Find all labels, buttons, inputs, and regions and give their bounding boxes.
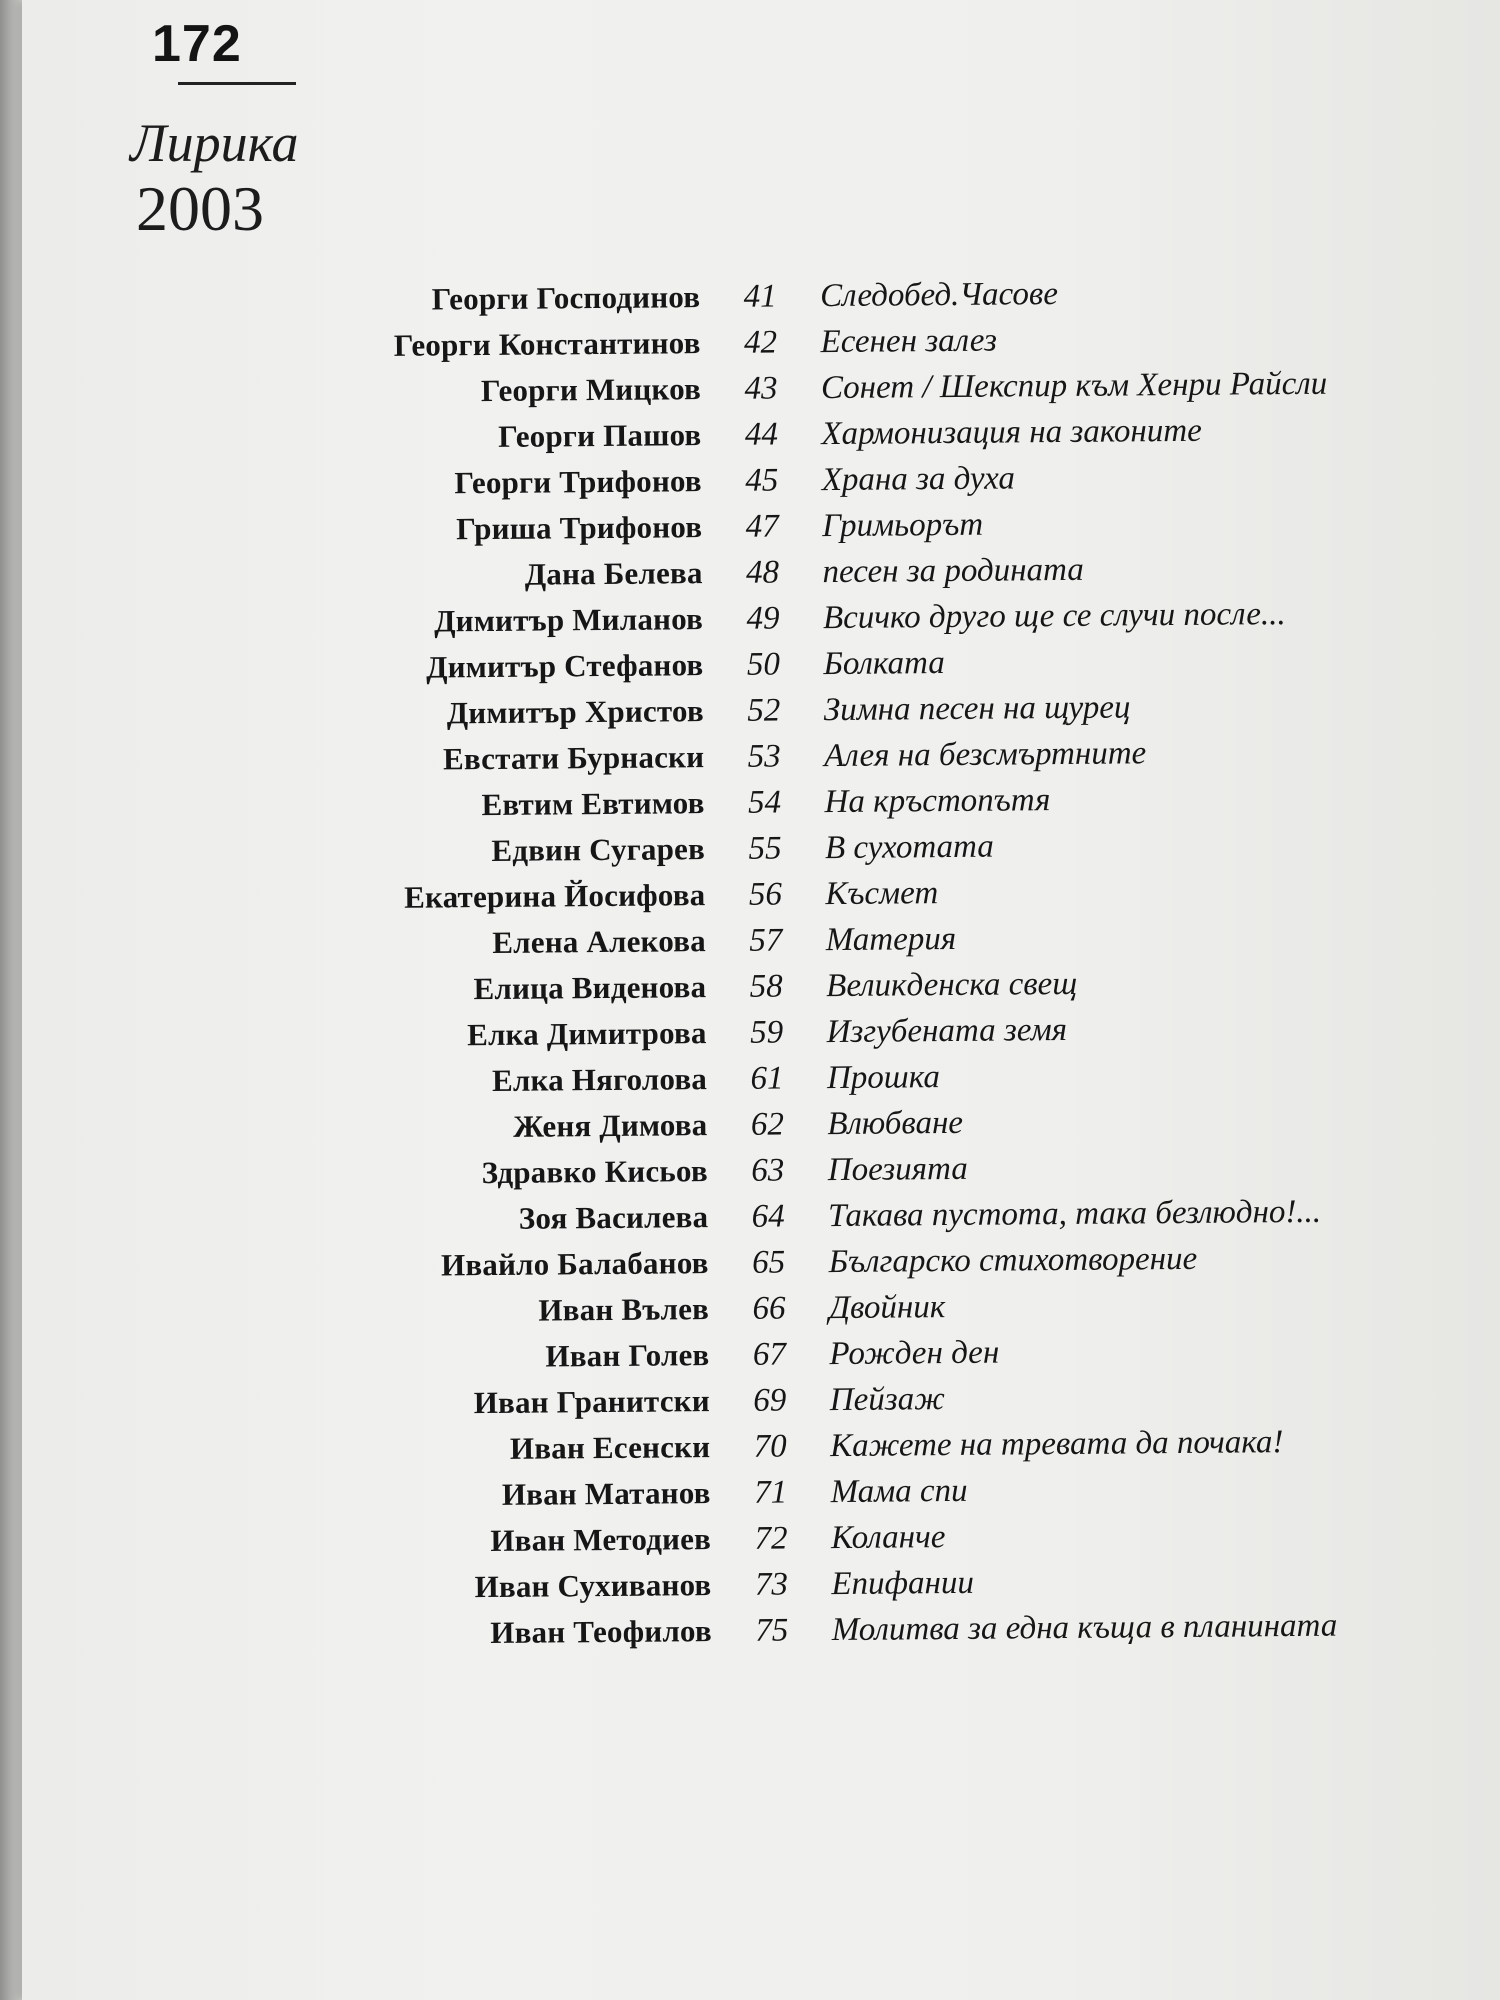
toc-author: Елена Алекова [492, 923, 706, 960]
toc-page-number: 43 [744, 370, 778, 407]
toc-author: Георги Мицков [480, 371, 702, 409]
toc-poem-title: Материя [825, 920, 957, 959]
toc-author: Иван Методиев [490, 1521, 712, 1559]
toc-poem-title: В сухотата [824, 828, 994, 867]
toc-poem-title: Коланче [830, 1519, 946, 1557]
toc-poem-title: Двойник [828, 1289, 946, 1327]
toc-poem-title: Великденска свещ [826, 965, 1078, 1005]
toc-author: Ивайло Балабанов [440, 1245, 709, 1283]
series-year: 2003 [136, 173, 264, 244]
toc-poem-title: Алея на безсмъртните [824, 735, 1147, 775]
toc-page-number: 64 [751, 1198, 785, 1235]
toc-poem-title: Пейзаж [829, 1381, 946, 1419]
toc-entry [272, 1602, 1372, 1658]
table-of-contents [260, 268, 1372, 1658]
toc-author: Георги Пашов [498, 417, 702, 454]
toc-page-number: 61 [750, 1060, 784, 1097]
book-spine-shadow [0, 0, 22, 2000]
toc-author: Георги Константинов [393, 325, 701, 363]
toc-page-number: 71 [753, 1474, 788, 1511]
toc-poem-title: Прошка [826, 1059, 941, 1097]
toc-author: Иван Голев [545, 1337, 710, 1374]
toc-page-number: 48 [745, 554, 780, 591]
toc-page-number: 72 [754, 1520, 788, 1557]
toc-author: Едвин Сугарев [491, 831, 706, 869]
toc-page-number: 45 [745, 462, 779, 499]
toc-author: Димитър Стефанов [425, 647, 704, 685]
toc-page-number: 66 [752, 1290, 786, 1327]
toc-poem-title: Българско стихотворение [828, 1240, 1198, 1281]
toc-page-number: 50 [746, 646, 781, 683]
toc-page-number: 70 [753, 1428, 787, 1465]
toc-poem-title: Следобед.Часове [820, 276, 1059, 315]
toc-page-number: 73 [754, 1566, 789, 1603]
toc-author: Евтим Евтимов [481, 785, 705, 823]
toc-author: Женя Димова [512, 1107, 708, 1144]
toc-page-number: 57 [749, 922, 783, 959]
toc-author: Гриша Трифонов [456, 509, 703, 547]
toc-poem-title: Зимна песен на щурец [823, 689, 1131, 729]
toc-author: Иван Есенски [509, 1429, 711, 1466]
toc-poem-title: Влюбване [827, 1104, 964, 1143]
toc-author: Елка Няголова [491, 1061, 708, 1099]
toc-page-number: 52 [747, 692, 781, 729]
toc-poem-title: Епифании [831, 1564, 975, 1603]
toc-poem-title: Кажете на тревата да почака! [830, 1424, 1284, 1465]
toc-author: Здравко Кисьов [481, 1153, 708, 1191]
toc-poem-title: Гримьорът [822, 506, 984, 545]
toc-author: Екатерина Йосифова [404, 877, 706, 915]
toc-poem-title: Изгубената земя [826, 1011, 1068, 1051]
toc-page-number: 55 [748, 830, 782, 867]
toc-author: Елка Димитрова [466, 1015, 707, 1053]
toc-poem-title: Молитва за една къща в планината [831, 1607, 1338, 1649]
toc-author: Евстати Бурнаски [442, 739, 705, 777]
toc-page-number: 75 [755, 1612, 789, 1649]
toc-page-number: 44 [744, 416, 779, 453]
toc-page-number: 54 [747, 784, 782, 821]
toc-poem-title: На кръстопътя [824, 782, 1051, 821]
toc-page-number: 56 [748, 876, 783, 913]
toc-poem-title: Хармонизация на законите [821, 412, 1202, 453]
toc-author: Димитър Христов [446, 693, 704, 731]
toc-author: Димитър Миланов [434, 601, 704, 639]
toc-page-number: 63 [751, 1152, 785, 1189]
toc-poem-title: Късмет [825, 875, 939, 913]
toc-poem-title: Болката [823, 645, 945, 683]
toc-page-number: 42 [743, 324, 778, 361]
toc-poem-title: Храна за духа [821, 460, 1016, 499]
toc-poem-title: Есенен залез [820, 322, 998, 361]
toc-author: Иван Сухиванов [474, 1567, 712, 1605]
toc-page-number: 53 [747, 738, 781, 775]
toc-poem-title: песен за родината [822, 551, 1084, 591]
toc-author: Иван Вълев [538, 1291, 710, 1328]
page-number: 172 [152, 15, 242, 73]
toc-poem-title: Такава пустота, така безлюдно!... [828, 1193, 1322, 1235]
toc-author: Елица Виденова [473, 969, 707, 1007]
toc-page-number: 41 [743, 278, 777, 315]
toc-page-number: 67 [752, 1336, 787, 1373]
header-rule [178, 82, 296, 85]
toc-poem-title: Поезията [827, 1150, 968, 1189]
toc-poem-title: Сонет / Шекспир към Хенри Райсли [820, 365, 1328, 407]
toc-page-number: 47 [745, 508, 779, 545]
toc-page-number: 58 [749, 968, 783, 1005]
toc-author: Дана Белева [524, 555, 703, 592]
toc-page-number: 62 [750, 1106, 785, 1143]
toc-page-number: 49 [746, 600, 780, 637]
toc-author: Иван Гранитски [473, 1383, 710, 1421]
toc-poem-title: Мама спи [830, 1472, 968, 1511]
series-title: Лирика [130, 113, 299, 173]
toc-author: Зоя Василева [518, 1199, 709, 1236]
toc-author: Иван Теофилов [490, 1613, 712, 1651]
toc-author: Георги Господинов [431, 279, 701, 317]
toc-page-number: 65 [751, 1244, 786, 1281]
toc-poem-title: Рожден ден [829, 1334, 1000, 1373]
toc-poem-title: Всичко друго ще се случи после... [822, 596, 1286, 637]
toc-author: Иван Матанов [501, 1475, 711, 1512]
toc-page-number: 69 [753, 1382, 787, 1419]
toc-author: Георги Трифонов [454, 463, 702, 501]
toc-page-number: 59 [749, 1014, 784, 1051]
